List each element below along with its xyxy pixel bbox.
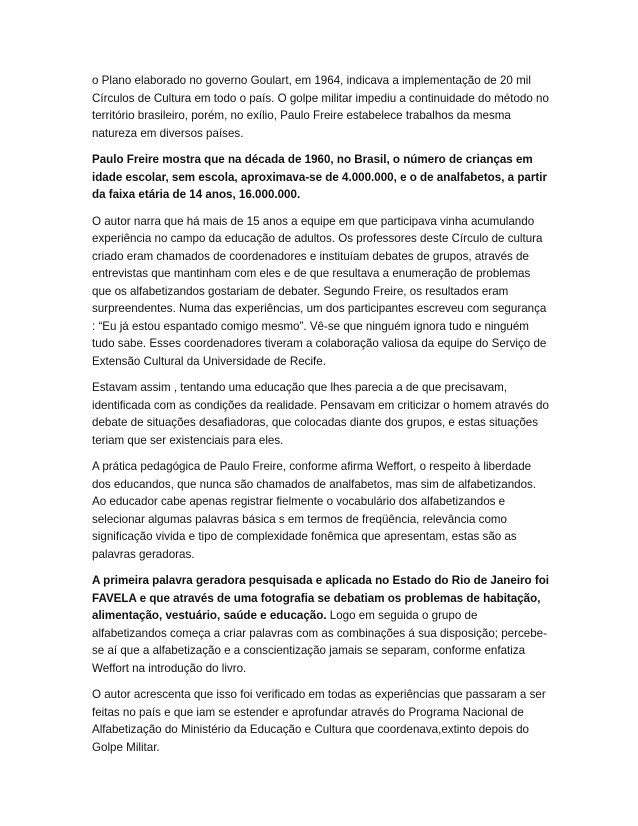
paragraph-statistics (92, 151, 550, 204)
paragraph-text: O autor acrescenta que isso foi verificado em todas as experiências que passaram a ser feitas no país e que iam se estender e aprofundar através do Programa Nacional de Alfabetização do Ministério da Educação e Cultura que coordenava,extinto depois do Golpe Militar. (92, 688, 546, 754)
paragraph-text: o Plano elaborado no governo Goulart, em 1964, indicava a implementação de 20 mil Círculos de Cultura em todo o país. O golpe militar impediu a continuidade do método no território brasileiro, porém, no exílio, Paulo Freire estabelece trabalhos da mesma natureza em diversos países. (92, 74, 549, 140)
paragraph-text: O autor narra que há mais de 15 anos a equipe em que participava vinha acumulando experiência no campo da educação de adultos. Os professores deste Círculo de cultura criado eram chamados de coordenadores e instituíam debates de grupos, através de entrevistas que mantinham com eles e de que resultava a enumeração de problemas que os alfabetizandos gostariam de debater. Segundo Freire, os resultados eram surpreendentes. Numa das experiências, um dos participantes escreveu com segurança : “Eu já estou espantado comigo mesmo”. Vê-se que ninguém ignora tudo e ninguém tudo sabe. Esses coordenadores tiveram a colaboração valiosa da equipe do Serviço de Extensão Cultural da Universidade de Recife. (92, 214, 547, 368)
paragraph-author-narrative (92, 213, 550, 371)
paragraph-first-generative-word (92, 572, 550, 677)
paragraph-plano-goulart (92, 72, 550, 142)
paragraph-national-program (92, 686, 550, 756)
paragraph-education-reality (92, 379, 550, 449)
paragraph-text: Logo em seguida o grupo de alfabetizandos começa a criar palavras com as combinações á sua disposição; percebe-se aí que a alfabetização e a conscientização jamais se separam, conforme enfatiza Weffort na introdução do livro. (92, 609, 547, 675)
paragraph-text-bold: Paulo Freire mostra que na década de 1960, no Brasil, o número de crianças em idade escolar, sem escola, aproximava-se de 4.000.000, e o de analfabetos, a partir da faixa etária de 14 anos, 16.000.000. (92, 153, 547, 201)
paragraph-text: A prática pedagógica de Paulo Freire, conforme afirma Weffort, o respeito à liberdade dos educandos, que nunca são chamados de analfabetos, mas sim de alfabetizandos. Ao educador cabe apenas registrar fielmente o vocabulário dos alfabetizandos e selecionar algumas palavras básica s em termos de freqüência, relevância como significação vivida e tipo de complexidade fonêmica que apresentam, estas são as palavras geradoras. (92, 460, 537, 561)
paragraph-text-bold: A primeira palavra geradora pesquisada e aplicada no Estado do Rio de Janeiro foi FAVELA e que através de uma fotografia se debatiam os problemas de habitação, alimentação, vestuário, saúde e educação. (92, 574, 550, 622)
paragraph-pedagogical-practice (92, 458, 550, 563)
paragraph-text: Estavam assim , tentando uma educação que lhes parecia a de que precisavam, identificada com as condições da realidade. Pensavam em criticizar o homem através do debate de situações desafiadoras, que colocadas diante dos grupos, e estas situações teriam que ser existenciais para eles. (92, 381, 549, 447)
